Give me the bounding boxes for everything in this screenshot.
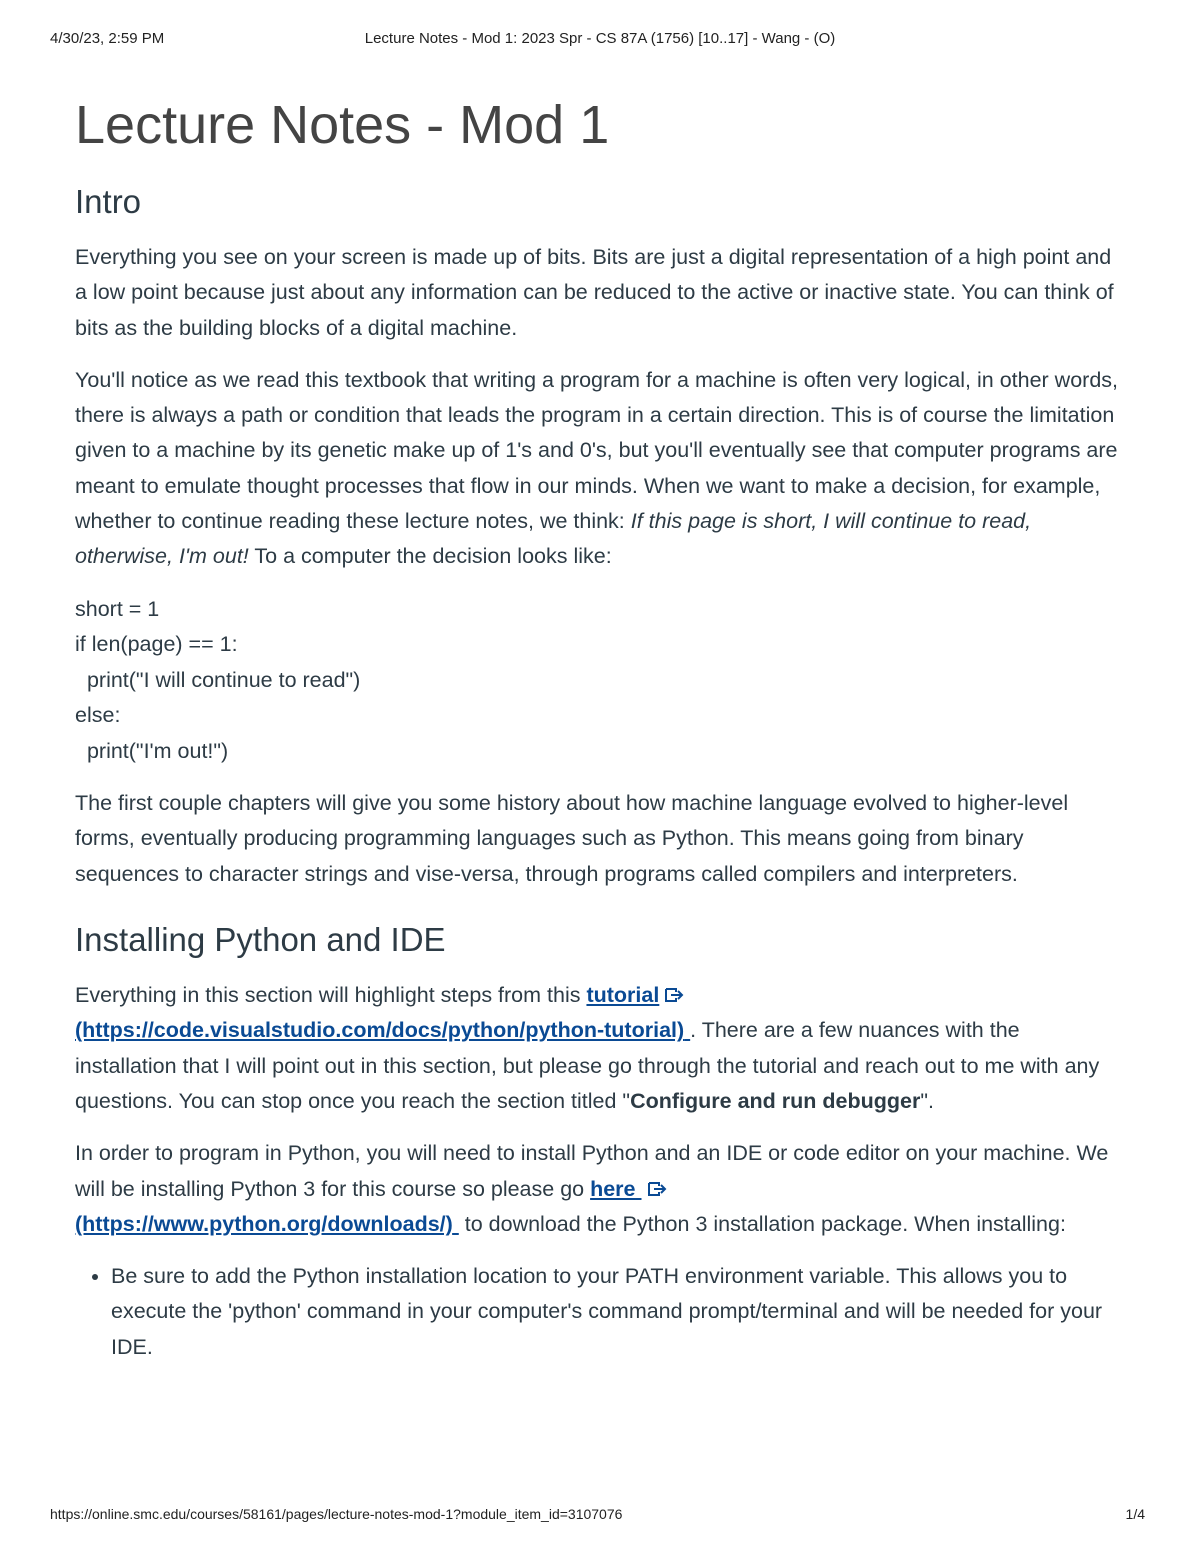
code-line: print("I will continue to read") — [75, 667, 361, 692]
intro-p2-italic: If this page is short, I will continue to read, otherwise, I'm out! — [75, 509, 1032, 569]
print-url: https://online.smc.edu/courses/58161/pages/lecture-notes-mod-1?module_item_id=3107076 — [50, 1506, 623, 1522]
print-page-number: 1/4 — [1125, 1506, 1145, 1522]
install-paragraph-2 — [75, 1136, 1127, 1242]
intro-p2-start: You'll notice as we read this textbook that writing a program for a machine is often very logical, in other words, there is always a path or condition that leads the program in a certain direction. This is of course the limitation given to a machine by its genetic make up of 1's and 0's, but you'll eventually see that computer programs are meant to emulate thought processes that flow in our minds. When we want to make a decision, for example, whether to continue reading these lecture notes, we think: — [75, 367, 1119, 534]
print-header — [50, 30, 1150, 50]
page-content — [75, 92, 1127, 1365]
print-page-title: Lecture Notes - Mod 1: 2023 Spr - CS 87A (1756) [10..17] - Wang - (O) — [364, 30, 836, 47]
tutorial-link-text[interactable]: tutorial — [586, 983, 660, 1008]
intro-paragraph-2 — [75, 363, 1127, 575]
page-title: Lecture Notes - Mod 1 — [75, 95, 610, 155]
intro-p2-end: To a computer the decision looks like: — [248, 544, 612, 569]
code-example — [75, 592, 1127, 770]
print-datetime: 4/30/23, 2:59 PM — [50, 30, 165, 47]
install-p1-bold: Configure and run debugger — [630, 1088, 921, 1113]
install-p1-start: Everything in this section will highlight steps from this — [75, 983, 587, 1008]
install-p1-mid: . There are a few nuances with the installation that I will point out in this section, but please go through the tutorial and reach out to me with any questions. You can stop once you reach the section titled " — [75, 1018, 1100, 1113]
install-p1-end: ". — [920, 1088, 934, 1113]
tutorial-url-text[interactable]: (https://code.visualstudio.com/docs/python/python-tutorial) — [75, 1018, 685, 1043]
print-footer — [50, 1506, 1150, 1526]
install-paragraph-1 — [75, 978, 1127, 1119]
install-p2-start: In order to program in Python, you will need to install Python and an IDE or code editor on your machine. We will be installing Python 3 for this course so please go — [75, 1141, 1109, 1201]
install-p2-end: to download the Python 3 installation package. When installing: — [458, 1211, 1066, 1236]
intro-paragraph-3: The first couple chapters will give you some history about how machine language evolved to higher-level forms, eventually producing programming languages such as Python. This means going from binary sequences to character strings and vise-versa, through programs called compilers and interpreters. — [75, 791, 1069, 886]
external-link-icon — [646, 1174, 668, 1192]
code-line: short = 1 — [75, 596, 160, 621]
install-heading: Installing Python and IDE — [75, 921, 446, 959]
here-link-text[interactable]: here — [590, 1176, 636, 1201]
intro-paragraph-1: Everything you see on your screen is made up of bits. Bits are just a digital representation of a high point and a low point because just about any information can be reduced to the active or inactive state. You can think of bits as the building blocks of a digital machine. — [75, 245, 1114, 340]
external-link-icon — [663, 980, 685, 998]
code-line: if len(page) == 1: — [75, 632, 238, 657]
intro-heading: Intro — [75, 183, 142, 220]
code-line: print("I'm out!") — [75, 738, 229, 763]
install-bullet-list — [75, 1259, 1127, 1365]
here-url-text[interactable]: (https://www.python.org/downloads/) — [75, 1211, 453, 1236]
list-item: • Be sure to add the Python installation location to your PATH environment variable. This allows you to execute the 'python' command in your computer's command prompt/terminal and will be needed for your IDE. — [111, 1259, 1127, 1365]
code-line: else: — [75, 703, 121, 728]
